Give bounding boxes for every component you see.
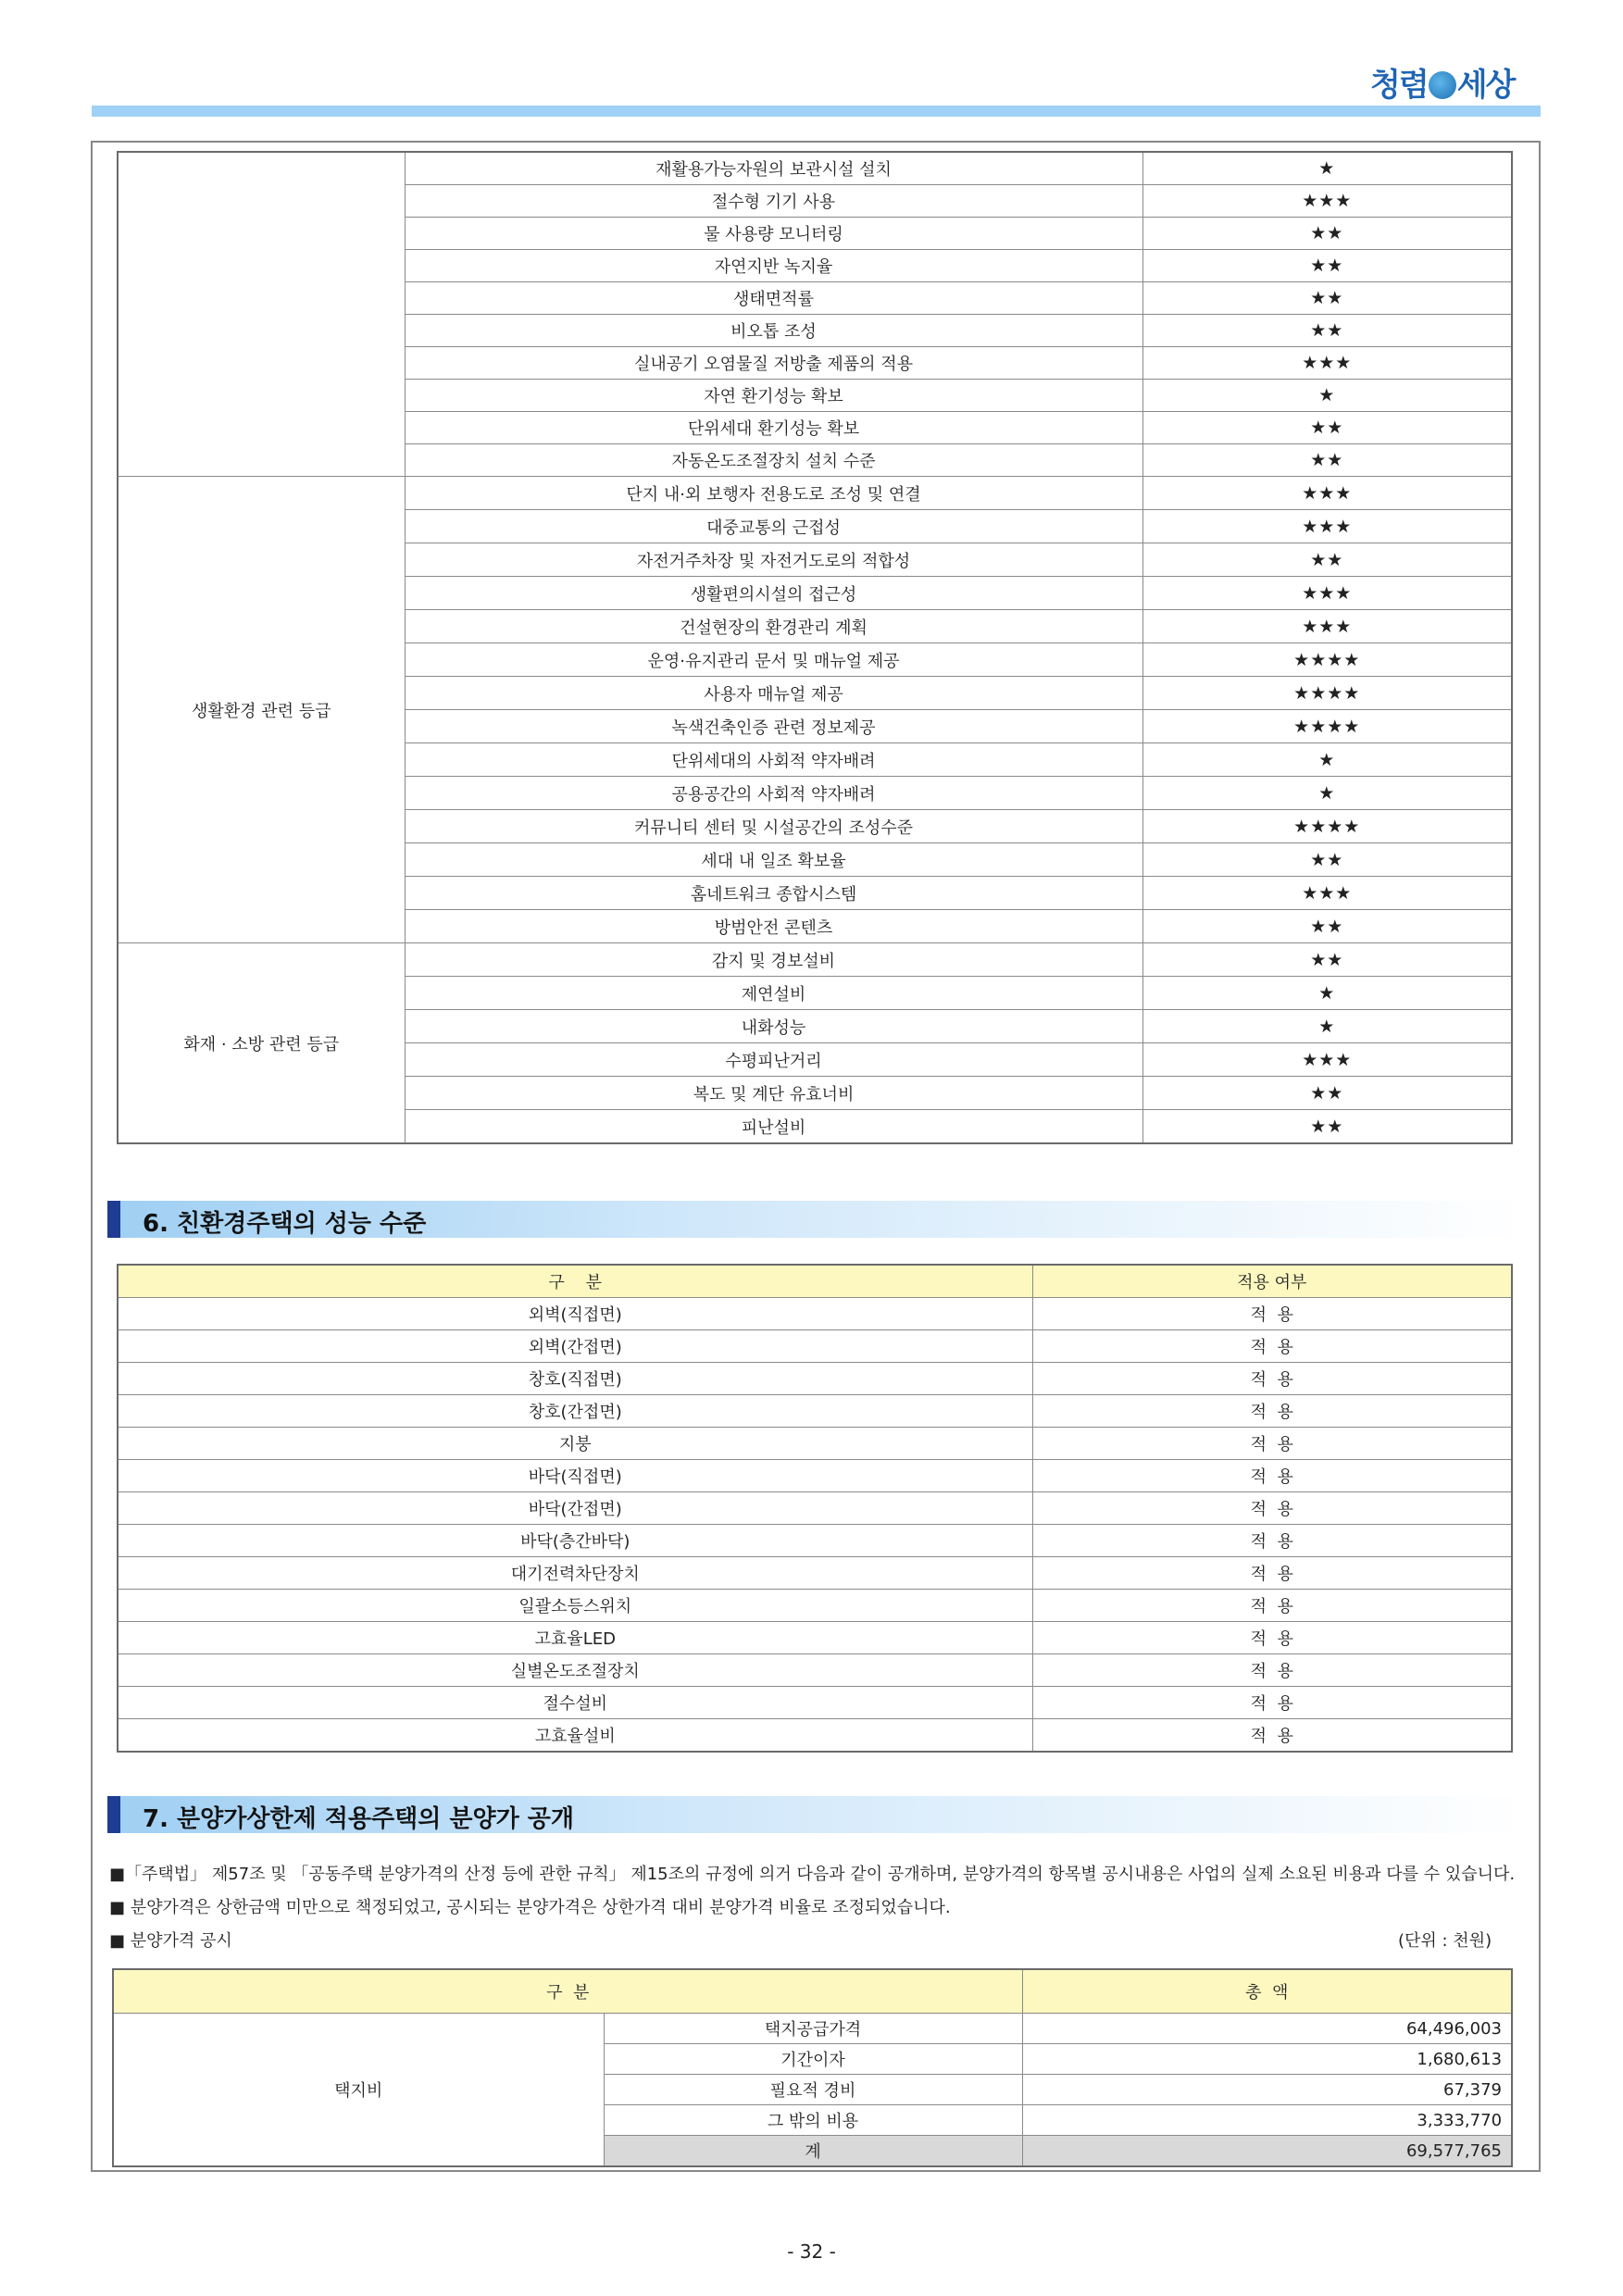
grade-table-body [118, 152, 1512, 1143]
grade-item-name: 단지 내·외 보행자 전용도로 조성 및 연결 [405, 477, 1142, 510]
performance-row [118, 1428, 1512, 1460]
performance-row [118, 1590, 1512, 1622]
performance-table-body [118, 1298, 1512, 1753]
grade-stars: ★★★ [1142, 347, 1512, 380]
grade-item-name: 수평피난거리 [405, 1043, 1142, 1077]
page-number: - 32 - [787, 2240, 836, 2263]
section-7-title: 7. 분양가상한제 적용주택의 분양가 공개 [143, 1805, 575, 1833]
grade-item-name: 대중교통의 근접성 [405, 510, 1142, 543]
price-item: 필요적 경비 [604, 2075, 1022, 2105]
grade-item-name: 공용공간의 사회적 약자배려 [405, 777, 1142, 810]
section-6-title: 6. 친환경주택의 성능 수준 [143, 1210, 427, 1238]
grade-row [118, 152, 1512, 185]
logo [1370, 59, 1514, 105]
grade-stars: ★ [1142, 777, 1512, 810]
grade-stars: ★★★★ [1142, 643, 1512, 677]
performance-applied: 적 용 [1032, 1525, 1512, 1557]
grade-stars: ★★★ [1142, 877, 1512, 910]
performance-item: 바닥(직접면) [118, 1460, 1032, 1492]
performance-row [118, 1557, 1512, 1590]
performance-row [118, 1622, 1512, 1654]
grade-stars: ★★ [1142, 543, 1512, 577]
price-row [113, 2014, 1512, 2044]
price-amount: 1,680,613 [1022, 2044, 1512, 2075]
performance-item: 고효율LED [118, 1622, 1032, 1654]
grade-stars: ★★ [1142, 1077, 1512, 1110]
note-price-cap: ■ 분양가격은 상한금액 미만으로 책정되었고, 공시되는 분양가격은 상한가격 대비 분양가격 비율로 조정되었습니다. [109, 1898, 951, 1917]
price-item: 기간이자 [604, 2044, 1022, 2075]
performance-item: 바닥(층간바닥) [118, 1525, 1032, 1557]
grade-stars: ★★ [1142, 282, 1512, 315]
performance-row [118, 1687, 1512, 1719]
grade-item-name: 감지 및 경보설비 [405, 943, 1142, 977]
logo-globe-icon [1429, 71, 1456, 99]
grade-item-name: 커뮤니티 센터 및 시설공간의 조성수준 [405, 810, 1142, 843]
performance-item: 고효율설비 [118, 1719, 1032, 1753]
grade-item-name: 세대 내 일조 확보율 [405, 843, 1142, 877]
grade-stars: ★★★★ [1142, 810, 1512, 843]
grade-stars: ★★ [1142, 412, 1512, 444]
performance-row [118, 1460, 1512, 1492]
performance-applied: 적 용 [1032, 1557, 1512, 1590]
grade-item-name: 내화성능 [405, 1010, 1142, 1043]
performance-row [118, 1525, 1512, 1557]
grade-stars: ★★★ [1142, 185, 1512, 218]
grade-item-name: 물 사용량 모니터링 [405, 218, 1142, 250]
performance-header-row [118, 1265, 1512, 1298]
performance-row [118, 1395, 1512, 1428]
grade-item-name: 자전거주차장 및 자전거도로의 적합성 [405, 543, 1142, 577]
grade-stars: ★★ [1142, 315, 1512, 347]
performance-row [118, 1654, 1512, 1687]
price-table [112, 1968, 1513, 2167]
price-table-body [113, 2014, 1512, 2167]
grade-stars: ★★★ [1142, 1043, 1512, 1077]
performance-applied: 적 용 [1032, 1298, 1512, 1330]
grade-stars: ★ [1142, 743, 1512, 777]
performance-item: 바닥(간접면) [118, 1492, 1032, 1525]
unit-label: (단위 : 천원) [1398, 1931, 1492, 1951]
performance-applied: 적 용 [1032, 1492, 1512, 1525]
grade-group-label: 화재 · 소방 관련 등급 [118, 943, 405, 1144]
grade-row [118, 477, 1512, 510]
grade-stars: ★★ [1142, 444, 1512, 477]
grade-stars: ★ [1142, 380, 1512, 412]
grade-item-name: 실내공기 오염물질 저방출 제품의 적용 [405, 347, 1142, 380]
grade-item-name: 방범안전 콘텐츠 [405, 910, 1142, 943]
note-price-disclosure: ■ 분양가격 공시 [109, 1931, 232, 1951]
grade-stars: ★★ [1142, 943, 1512, 977]
header-total-amount: 총 액 [1022, 1969, 1512, 2014]
grade-row [118, 943, 1512, 977]
grade-item-name: 운영·유지관리 문서 및 매뉴얼 제공 [405, 643, 1142, 677]
note-legal-basis: ■「주택법」 제57조 및 「공동주택 분양가격의 산정 등에 관한 규칙」 제15조의 규정에 의거 다음과 같이 공개하며, 분양가격의 항목별 공시내용은 사업의 실제 소요된 비용과 다를 수 있습니다. [109, 1865, 1516, 1884]
performance-applied: 적 용 [1032, 1687, 1512, 1719]
grade-stars: ★★★ [1142, 610, 1512, 643]
logo-text-left: 청렴 [1370, 67, 1428, 104]
grade-group-label [118, 152, 405, 477]
grade-stars: ★ [1142, 152, 1512, 185]
header-bar [92, 106, 1541, 117]
grade-item-name: 제연설비 [405, 977, 1142, 1010]
section-6-heading [107, 1201, 1526, 1238]
performance-item: 창호(간접면) [118, 1395, 1032, 1428]
performance-applied: 적 용 [1032, 1363, 1512, 1395]
performance-item: 일괄소등스위치 [118, 1590, 1032, 1622]
performance-item: 대기전력차단장치 [118, 1557, 1032, 1590]
grade-stars: ★★ [1142, 218, 1512, 250]
grade-stars: ★★ [1142, 250, 1512, 282]
performance-row [118, 1363, 1512, 1395]
grade-item-name: 단위세대 환기성능 확보 [405, 412, 1142, 444]
grade-item-name: 자연 환기성능 확보 [405, 380, 1142, 412]
price-amount: 67,379 [1022, 2075, 1512, 2105]
grade-item-name: 절수형 기기 사용 [405, 185, 1142, 218]
performance-applied: 적 용 [1032, 1395, 1512, 1428]
grade-stars: ★★★★ [1142, 677, 1512, 710]
grade-item-name: 피난설비 [405, 1110, 1142, 1144]
performance-item: 외벽(간접면) [118, 1330, 1032, 1363]
header-applied: 적용 여부 [1032, 1265, 1512, 1298]
grade-item-name: 복도 및 계단 유효너비 [405, 1077, 1142, 1110]
grade-table [117, 151, 1513, 1144]
performance-applied: 적 용 [1032, 1719, 1512, 1753]
grade-stars: ★★★ [1142, 510, 1512, 543]
price-amount: 3,333,770 [1022, 2105, 1512, 2136]
grade-stars: ★★ [1142, 1110, 1512, 1144]
grade-item-name: 건설현장의 환경관리 계획 [405, 610, 1142, 643]
grade-group-label: 생활환경 관련 등급 [118, 477, 405, 943]
grade-item-name: 자연지반 녹지율 [405, 250, 1142, 282]
grade-stars: ★★★ [1142, 577, 1512, 610]
grade-item-name: 재활용가능자원의 보관시설 설치 [405, 152, 1142, 185]
performance-item: 지붕 [118, 1428, 1032, 1460]
grade-item-name: 자동온도조절장치 설치 수준 [405, 444, 1142, 477]
grade-item-name: 생태면적률 [405, 282, 1142, 315]
grade-item-name: 비오톱 조성 [405, 315, 1142, 347]
performance-item: 외벽(직접면) [118, 1298, 1032, 1330]
header-category: 구 분 [118, 1265, 1032, 1298]
grade-item-name: 녹색건축인증 관련 정보제공 [405, 710, 1142, 743]
grade-item-name: 생활편의시설의 접근성 [405, 577, 1142, 610]
price-item: 택지공급가격 [604, 2014, 1022, 2044]
performance-applied: 적 용 [1032, 1330, 1512, 1363]
logo-text-right: 세상 [1456, 67, 1515, 104]
price-group-label: 택지비 [113, 2014, 604, 2167]
performance-applied: 적 용 [1032, 1622, 1512, 1654]
grade-item-name: 홈네트워크 종합시스템 [405, 877, 1142, 910]
performance-row [118, 1492, 1512, 1525]
price-amount: 64,496,003 [1022, 2014, 1512, 2044]
grade-stars: ★★★★ [1142, 710, 1512, 743]
performance-applied: 적 용 [1032, 1428, 1512, 1460]
performance-applied: 적 용 [1032, 1460, 1512, 1492]
performance-row [118, 1719, 1512, 1753]
performance-table [117, 1264, 1513, 1753]
section-7-marker [107, 1796, 120, 1833]
header-category: 구 분 [113, 1969, 1022, 2014]
grade-stars: ★ [1142, 977, 1512, 1010]
price-total-amount: 69,577,765 [1022, 2136, 1512, 2167]
grade-item-name: 사용자 매뉴얼 제공 [405, 677, 1142, 710]
performance-applied: 적 용 [1032, 1654, 1512, 1687]
grade-stars: ★★ [1142, 910, 1512, 943]
section-7-heading [107, 1796, 1526, 1833]
performance-row [118, 1298, 1512, 1330]
performance-row [118, 1330, 1512, 1363]
performance-applied: 적 용 [1032, 1590, 1512, 1622]
price-total-label: 계 [604, 2136, 1022, 2167]
grade-item-name: 단위세대의 사회적 약자배려 [405, 743, 1142, 777]
price-header-row [113, 1969, 1512, 2014]
performance-item: 실별온도조절장치 [118, 1654, 1032, 1687]
section-6-marker [107, 1201, 120, 1238]
price-item: 그 밖의 비용 [604, 2105, 1022, 2136]
performance-item: 절수설비 [118, 1687, 1032, 1719]
grade-stars: ★★ [1142, 843, 1512, 877]
grade-stars: ★ [1142, 1010, 1512, 1043]
grade-stars: ★★★ [1142, 477, 1512, 510]
performance-item: 창호(직접면) [118, 1363, 1032, 1395]
